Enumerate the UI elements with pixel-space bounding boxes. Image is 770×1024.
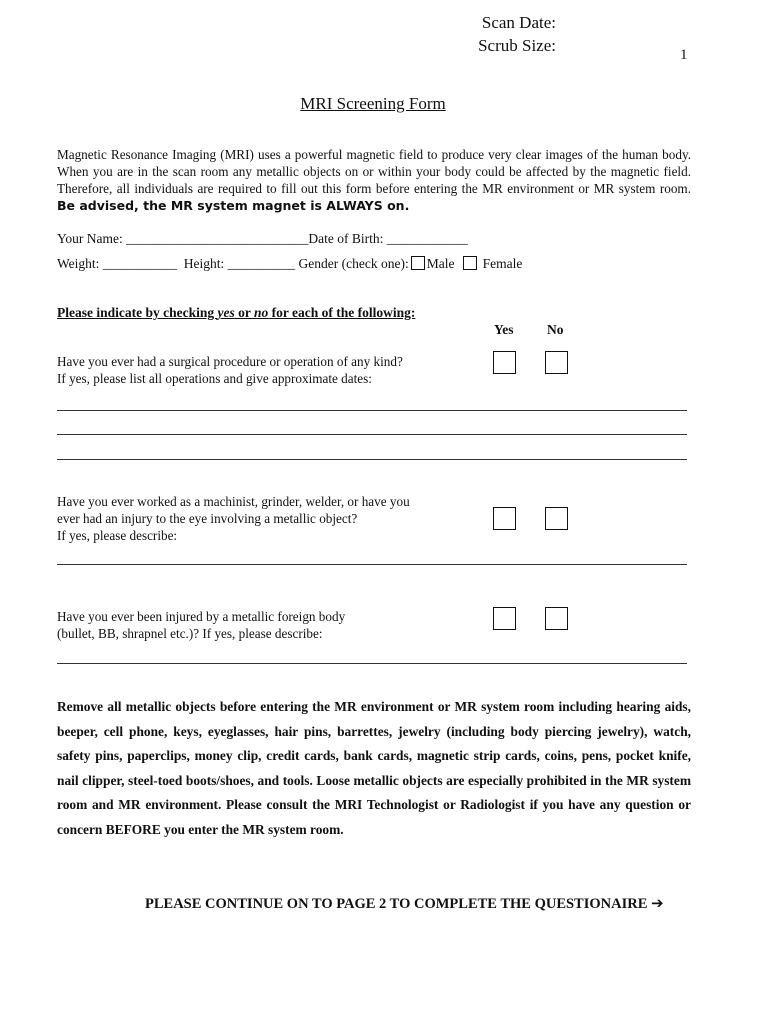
continue-text: PLEASE CONTINUE ON TO PAGE 2 TO COMPLETE THE QUESTIONAIRE bbox=[145, 896, 648, 912]
no-column-header: No bbox=[547, 322, 564, 337]
surgery-answer-line-2[interactable] bbox=[57, 434, 687, 435]
weight-field[interactable]: ___________ bbox=[102, 256, 178, 271]
question-metal-eye-line3: If yes, please describe: bbox=[57, 528, 178, 543]
metal-warning-paragraph: Remove all metallic objects before entering the MR environment or MR system room including hearing aids, beeper, cell phone, keys, eyeglasses, hair pins, barrettes, jewelry (including body piercing jewelry), watch, safety pins, paperclips, money clip, credit cards, bank cards, magnetic strip cards, coins, pens, pocket knife, nail clipper, steel-toed boots/shoes, and tools. Loose metallic objects are especially prohibited in the MR system room and MR environment. Please consult the MRI Technologist or Radiologist if you have any question or concern BEFORE you enter the MR system room. bbox=[57, 699, 691, 837]
metal-eye-no-checkbox[interactable] bbox=[545, 507, 568, 530]
foreign-body-answer-line[interactable] bbox=[57, 663, 687, 664]
male-label: Male bbox=[426, 256, 455, 271]
height-field[interactable]: __________ bbox=[227, 256, 296, 271]
right-arrow-icon: ➔ bbox=[651, 894, 664, 912]
section-yes: yes bbox=[217, 305, 235, 320]
section-prefix: Please indicate by checking bbox=[57, 305, 218, 320]
page-number: 1 bbox=[680, 47, 688, 63]
weight-label: Weight: bbox=[57, 256, 100, 271]
form-title: MRI Screening Form bbox=[300, 94, 446, 113]
foreign-body-yes-checkbox[interactable] bbox=[493, 607, 516, 630]
surgery-answer-line-3[interactable] bbox=[57, 459, 687, 460]
surgery-yes-checkbox[interactable] bbox=[493, 351, 516, 374]
question-surgery-line1: Have you ever had a surgical procedure or operation of any kind? bbox=[57, 354, 403, 369]
question-surgery-line2: If yes, please list all operations and give approximate dates: bbox=[57, 371, 372, 386]
gender-label: Gender (check one): bbox=[298, 256, 409, 271]
surgery-answer-line-1[interactable] bbox=[57, 410, 687, 411]
intro-paragraph bbox=[57, 146, 691, 214]
surgery-no-checkbox[interactable] bbox=[545, 351, 568, 374]
yes-column-header: Yes bbox=[494, 322, 514, 337]
scan-date-label: Scan Date: bbox=[481, 13, 556, 32]
section-heading bbox=[57, 305, 415, 321]
dob-field[interactable]: ____________ bbox=[386, 231, 468, 246]
question-foreign-body-line2: (bullet, BB, shrapnel etc.)? If yes, please describe: bbox=[57, 626, 323, 641]
your-name-field[interactable]: ___________________________ bbox=[126, 231, 309, 246]
metal-eye-answer-line[interactable] bbox=[57, 564, 687, 565]
weight-height-gender-row bbox=[57, 256, 522, 272]
section-suffix: for each of the following: bbox=[268, 305, 416, 320]
female-label: Female bbox=[482, 256, 523, 271]
question-metal-eye-line1: Have you ever worked as a machinist, grinder, welder, or have you bbox=[57, 494, 410, 509]
section-no: no bbox=[254, 305, 269, 320]
your-name-label: Your Name: bbox=[57, 231, 123, 246]
female-checkbox[interactable] bbox=[463, 256, 477, 270]
section-or: or bbox=[234, 305, 254, 320]
question-surgery bbox=[57, 353, 477, 387]
dob-label: Date of Birth: bbox=[308, 231, 384, 246]
intro-warning: Be advised, the MR system magnet is ALWAYS on. bbox=[57, 198, 410, 213]
question-foreign-body bbox=[57, 608, 477, 642]
continue-instruction bbox=[145, 894, 664, 913]
foreign-body-no-checkbox[interactable] bbox=[545, 607, 568, 630]
name-dob-row bbox=[57, 231, 468, 247]
scrub-size-label: Scrub Size: bbox=[478, 36, 556, 55]
question-metal-eye-line2: ever had an injury to the eye involving a metallic object? bbox=[57, 511, 358, 526]
male-checkbox[interactable] bbox=[411, 256, 425, 270]
metal-eye-yes-checkbox[interactable] bbox=[493, 507, 516, 530]
question-metal-eye bbox=[57, 493, 477, 544]
intro-text: Magnetic Resonance Imaging (MRI) uses a powerful magnetic field to produce very clear images of the human body. When you are in the scan room any metallic objects on or within your body could be affected by the magnetic field. Therefore, all individuals are required to fill out this form before entering the MR environment or MR system room. bbox=[57, 147, 691, 196]
height-label: Height: bbox=[183, 256, 225, 271]
question-foreign-body-line1: Have you ever been injured by a metallic foreign body bbox=[57, 609, 346, 624]
